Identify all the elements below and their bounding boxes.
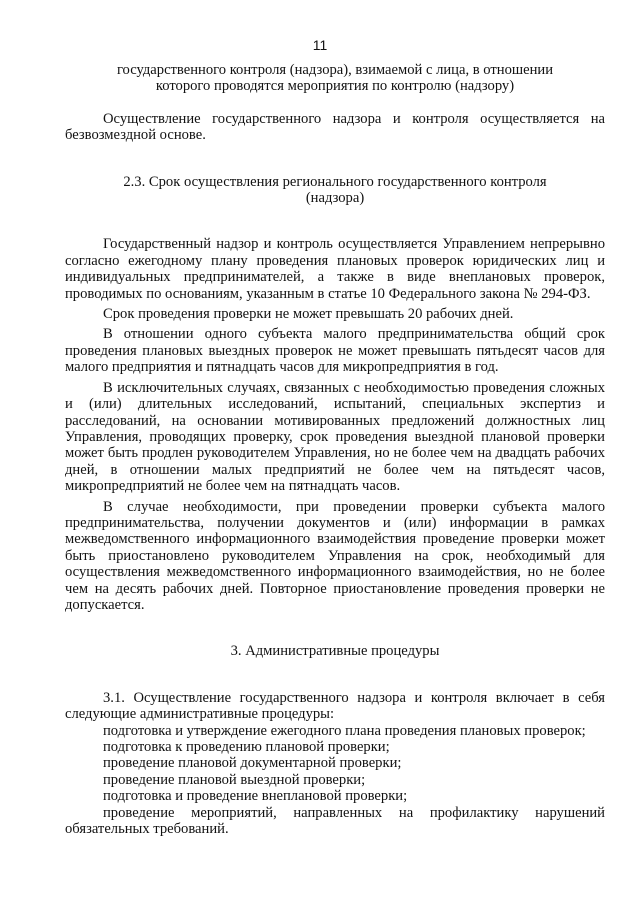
list-item-annual-plan: подготовка и утверждение ежегодного плана проведения плановых проверок; [103,722,586,739]
paragraph-extension: В исключительных случаях, связанных с необходимостью проведения сложных и (или) длительных исследований, испытаний, специальных экспертиз и расследований, на основании мотивированных предложений должностных лиц Управления, проводящих проверку, срок проведения выездной плановой проверки может быть продлен руководителем Управления, но не более чем на двадцать рабочих дней, в отношении малых предприятий не более чем на пятьдесят часов, микропредприятий не более чем на пятнадцать часов. [65,379,605,495]
list-item-unscheduled-check: подготовка и проведение внеплановой проверки; [103,788,408,805]
page-number: 11 [312,37,328,53]
paragraph-supervision-plan: Государственный надзор и контроль осуществляется Управлением непрерывно согласно ежегодному плану проведения плановых проверок юридических лиц и индивидуальных предпринимателей, а также в виде внеплановых проверок, проводимых по основаниям, указанным в статье 10 Федерального закона № 294-ФЗ. [65,236,605,302]
paragraph-small-business-limit: В отношении одного субъекта малого предпринимательства общий срок проведения плановых выездных проверок не может превышать пятьдесят часов для малого предприятия и пятнадцать часов для микропредприятия в год. [65,326,605,376]
paragraph-continuation: государственного контроля (надзора), взимаемой с лица, в отношении которого проводятся мероприятия по контролю (надзору) [116,62,554,95]
list-item-prevention: проведение мероприятий, направленных на профилактику нарушений обязательных требований. [65,804,605,838]
paragraph-free-of-charge: Осуществление государственного надзора и контроля осуществляется на безвозмездной основе. [65,110,605,144]
document-body [65,62,605,837]
paragraph-procedures-intro: 3.1. Осуществление государственного надзора и контроля включает в себя следующие административные процедуры: [65,689,605,723]
list-item-documentary-check: проведение плановой документарной проверки; [103,755,402,772]
paragraph-check-duration: Срок проведения проверки не может превышать 20 рабочих дней. [103,306,514,323]
section-heading-3: 3. Административные процедуры [230,643,440,660]
paragraph-suspension: В случае необходимости, при проведении проверки субъекта малого предпринимательства, получении документов и (или) информации в рамках межведомственного информационного взаимодействия проведение проверки может быть приостановлено руководителем Управления на срок, необходимый для осуществления межведомственного информационного взаимодействия, но не более чем на десять рабочих дней. Повторное приостановление проведения проверки не допускается. [65,498,605,613]
list-item-preparation: подготовка к проведению плановой проверки; [103,739,390,755]
list-item-field-check: проведение плановой выездной проверки; [103,771,366,788]
section-heading-2-3: 2.3. Срок осуществления регионального государственного контроля (надзора) [123,173,547,207]
